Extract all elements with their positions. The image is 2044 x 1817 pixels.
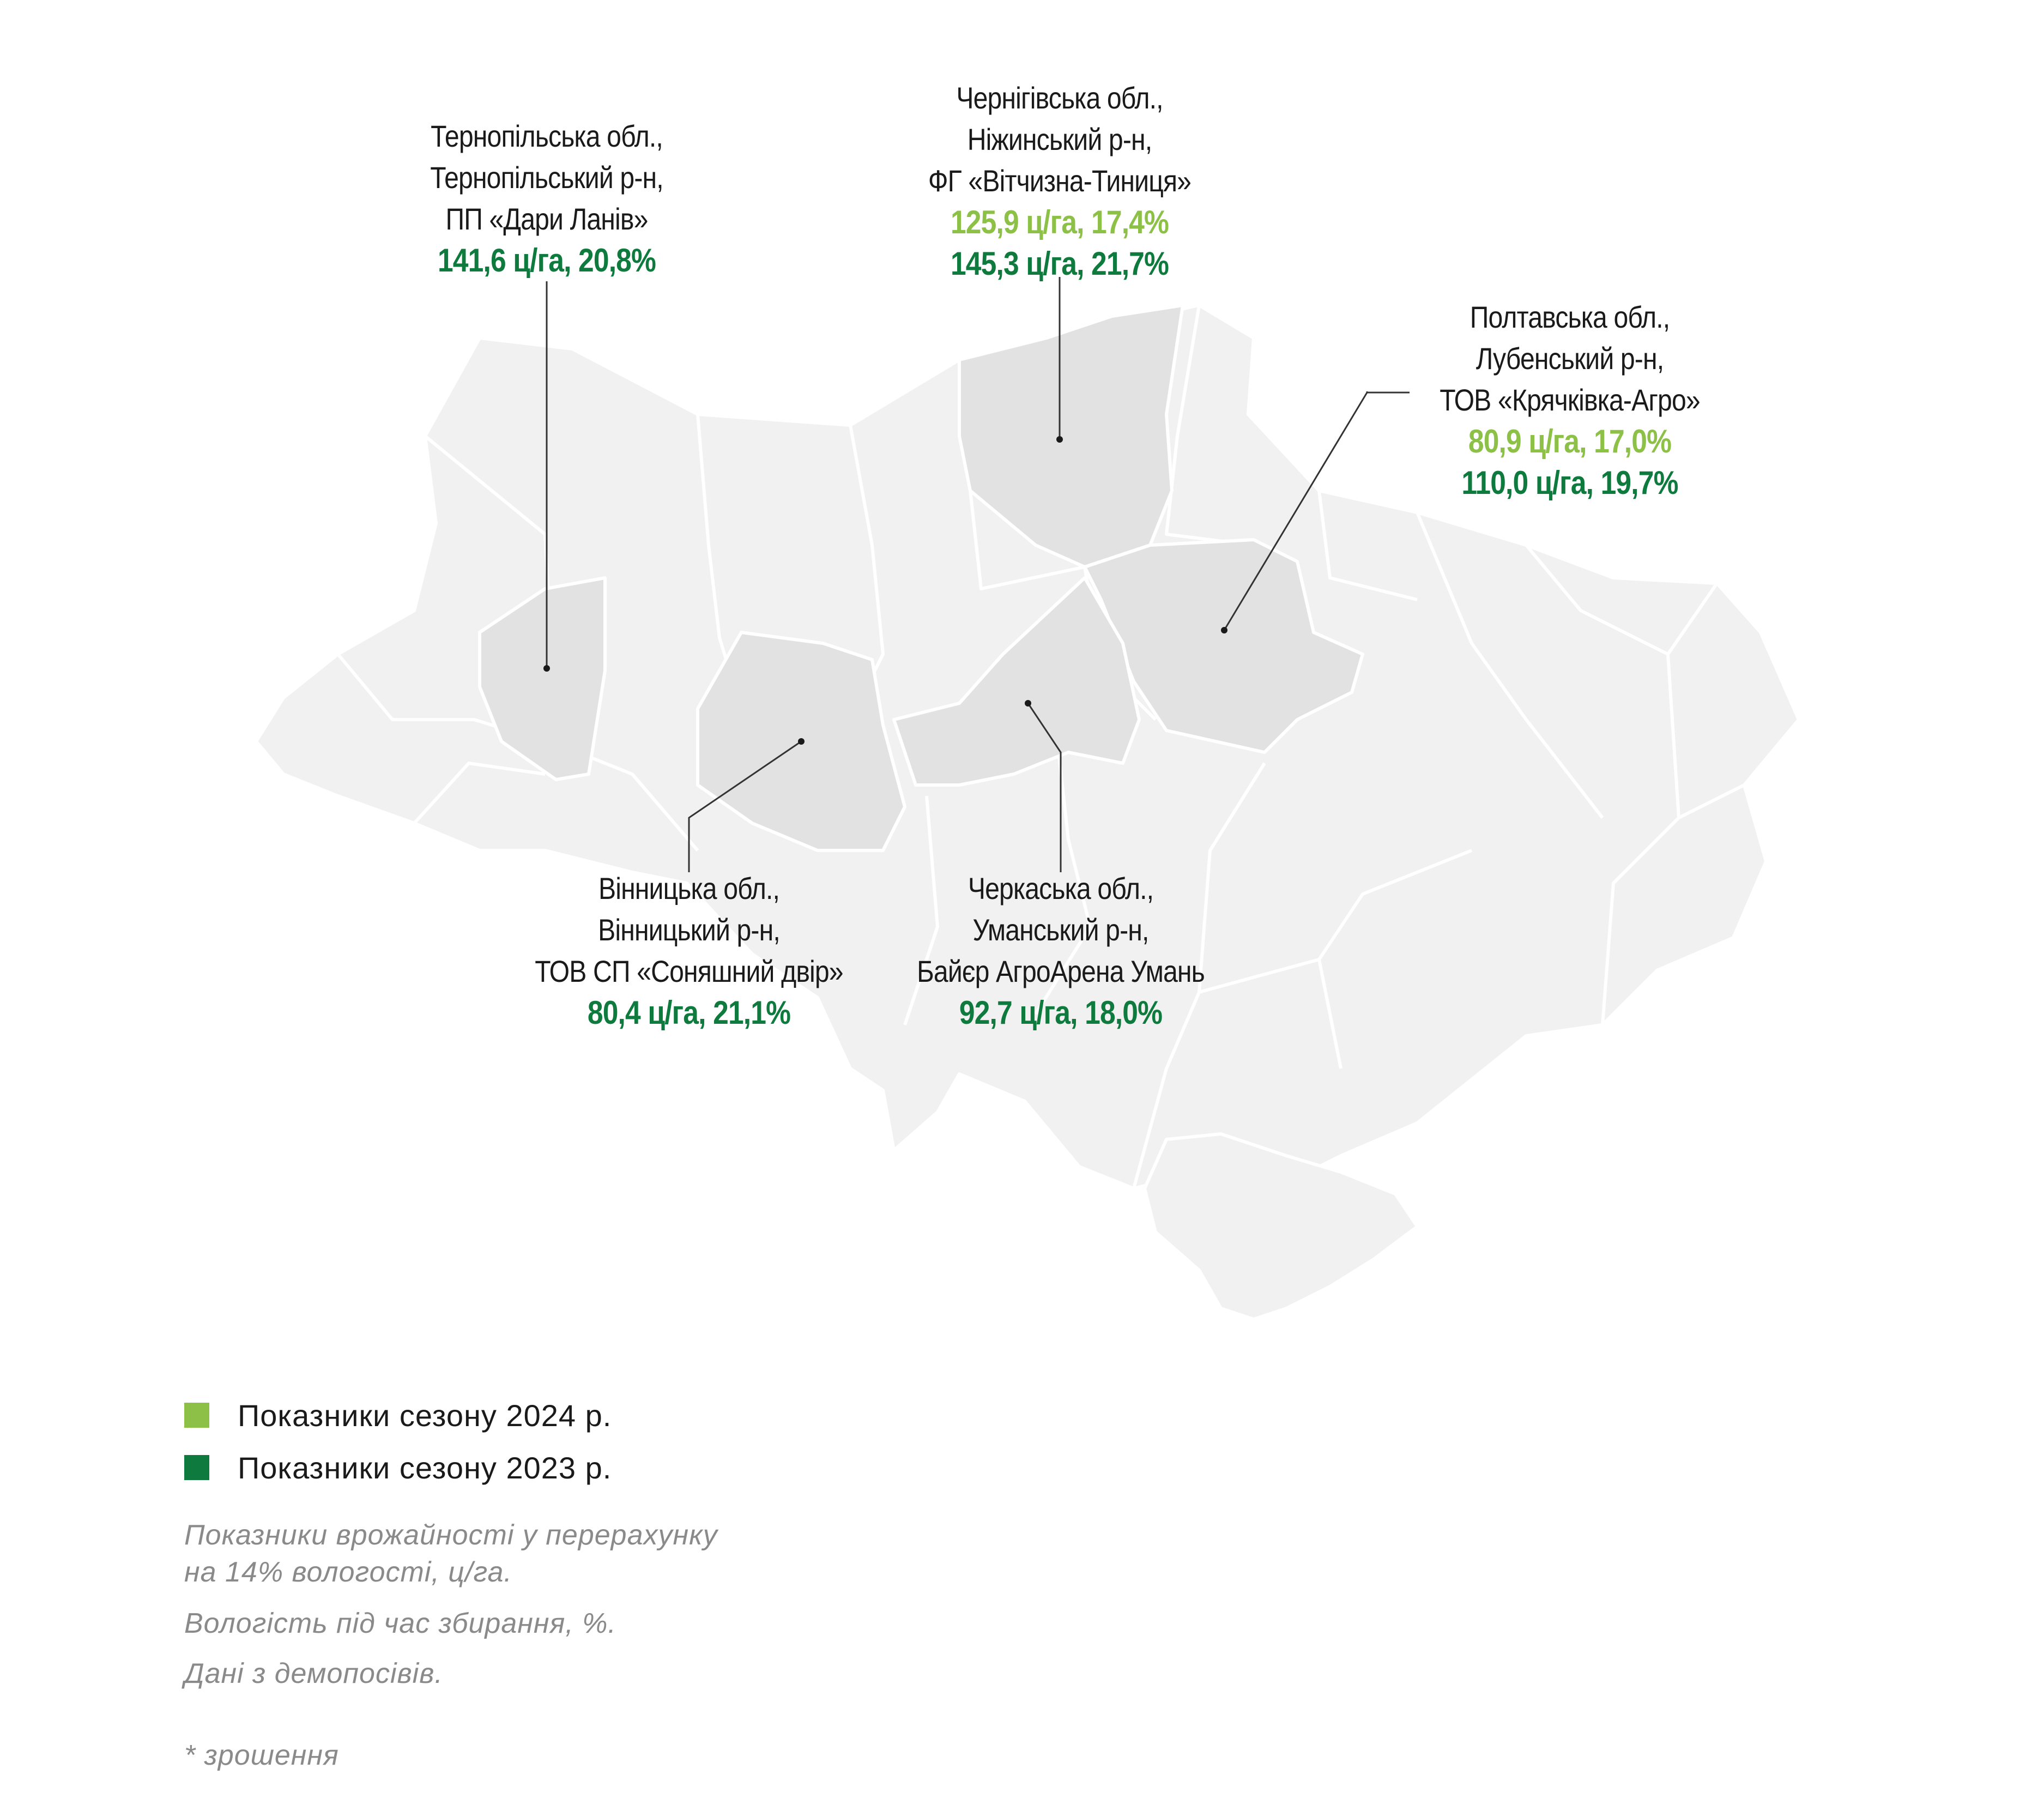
note-moisture: Вологість під час збирання, %.: [184, 1608, 616, 1639]
vinnytsia-district-name: Вінницький р-н,: [598, 913, 780, 947]
crimea-region: [1145, 1134, 1417, 1319]
vinnytsia-marker: [798, 738, 805, 745]
note-line-1: Показники врожайності у перерахунку: [184, 1519, 718, 1551]
vinnytsia-region-name: Вінницька обл.,: [598, 871, 780, 906]
cherkasy-value-2023: 92,7 ц/га, 18,0%: [959, 994, 1163, 1031]
legend-label-2023: Показники сезону 2023 р.: [238, 1450, 612, 1485]
poltava-value-2023: 110,0 ц/га, 19,7%: [1461, 464, 1678, 501]
ternopil-callout: [406, 116, 687, 281]
legend-item-2023: [184, 1452, 612, 1483]
chernihiv-district-name: Ніжинський р-н,: [967, 122, 1152, 156]
ternopil-value-2023: 141,6 ц/га, 20,8%: [437, 242, 656, 279]
ternopil-marker: [543, 665, 550, 672]
cherkasy-callout: [897, 868, 1225, 1034]
vinnytsia-farm-name: ТОВ СП «Соняшний двір»: [535, 954, 843, 988]
legend-item-2024: [184, 1398, 612, 1433]
note-source: Дані з демопосівів.: [184, 1658, 443, 1689]
cherkasy-region-name: Черкаська обл.,: [967, 871, 1154, 906]
ternopil-farm-name: ПП «Дари Ланів»: [445, 202, 648, 236]
legend-swatch-2023: [184, 1455, 209, 1480]
poltava-district-name: Лубенський р-н,: [1475, 341, 1664, 376]
chernihiv-farm-name: ФГ «Вітчизна-Тиниця»: [928, 164, 1192, 198]
cherkasy-farm-name: Байєр АгроАрена Умань: [917, 954, 1205, 988]
legend-swatch-2024: [184, 1403, 209, 1428]
poltava-marker: [1221, 627, 1227, 633]
vinnytsia-value-2023: 80,4 ц/га, 21,1%: [587, 994, 791, 1031]
chernihiv-value-2023: 145,3 ц/га, 21,7%: [950, 245, 1169, 282]
poltava-value-2024: 80,9 ц/га, 17,0%: [1468, 423, 1672, 460]
note-footnote-irrigation: * зрошення: [184, 1740, 339, 1771]
cherkasy-district-name: Уманський р-н,: [972, 913, 1149, 947]
vinnytsia-callout: [525, 868, 853, 1034]
note-line-2: на 14% вологості, ц/га.: [184, 1556, 512, 1588]
poltava-callout: [1406, 297, 1734, 504]
poltava-region-name: Полтавська обл.,: [1469, 300, 1670, 334]
chernihiv-region-name: Чернігівська обл.,: [956, 81, 1163, 115]
poltava-farm-name: ТОВ «Крячківка-Агро»: [1440, 383, 1700, 417]
ternopil-region-name: Тернопільська обл.,: [431, 119, 663, 153]
chernihiv-marker: [1056, 436, 1063, 443]
chernihiv-value-2024: 125,9 ц/га, 17,4%: [950, 204, 1169, 240]
note-yield-basis: [184, 1517, 718, 1591]
chernihiv-callout: [896, 77, 1224, 285]
cherkasy-marker: [1025, 700, 1031, 707]
ternopil-district-name: Тернопільський р-н,: [430, 160, 663, 195]
legend-label-2024: Показники сезону 2024 р.: [238, 1398, 612, 1433]
